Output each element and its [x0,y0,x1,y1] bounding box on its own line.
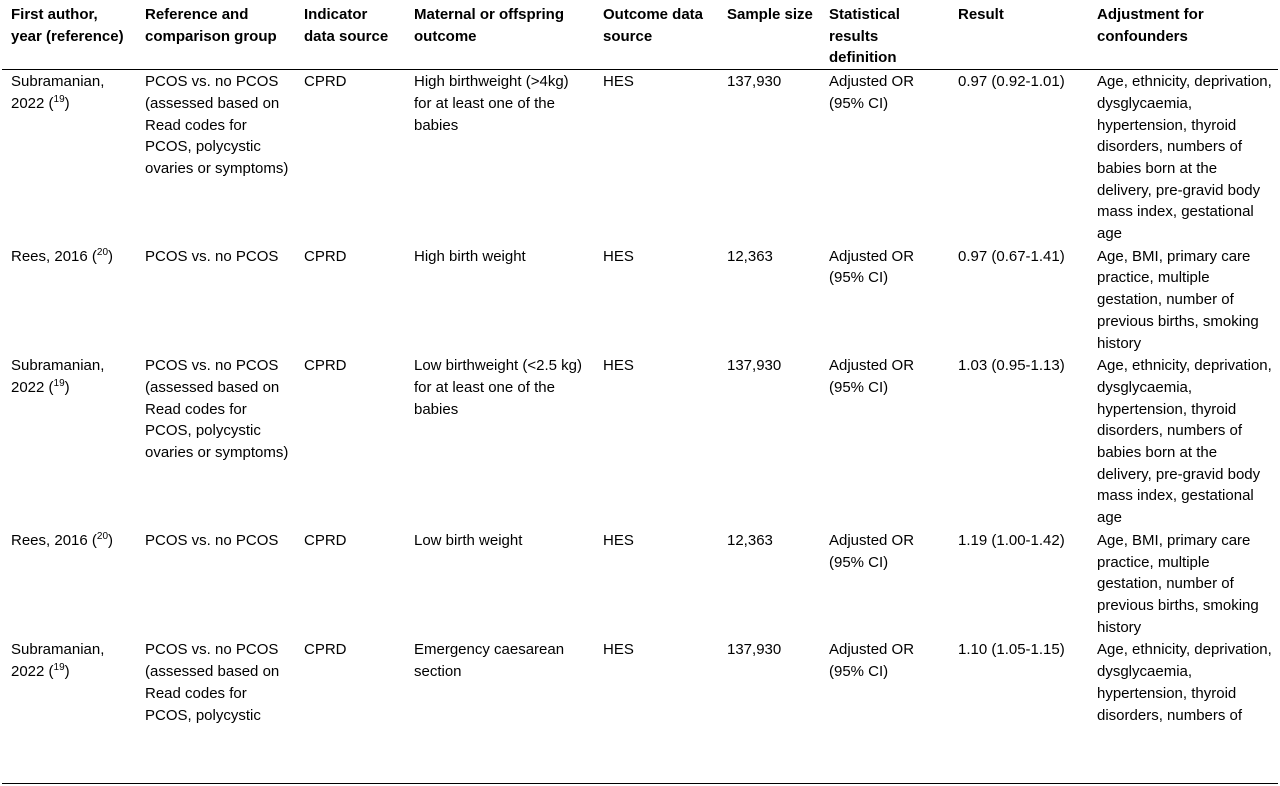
stat-cell: Adjusted OR (95% CI) [829,531,915,571]
author-cell: Rees, 2016 ($^{20}$) [11,246,114,265]
outcome-source-cell: HES [603,641,634,659]
author-text: Subramanian, 2022 [11,73,105,112]
table-row [2,529,1278,639]
header-row [2,2,1278,70]
sample-cell: 12,363 [727,531,773,549]
outcome-source-cell: HES [603,73,634,91]
stat-cell: Adjusted OR (95% CI) [829,247,915,287]
adjustment-cell: Age, ethnicity, deprivation, dysglycaemia, hypertension, thyroid disorders, numbers of babies born at the delivery, pre-gravid body mass index, gestational age [1097,357,1272,527]
reference-number: 20 [96,246,109,258]
group-cell: PCOS vs. no PCOS (assessed based on Read codes for PCOS, polycystic [145,641,280,724]
group-cell: PCOS vs. no PCOS (assessed based on Read codes for PCOS, polycystic ovaries or symptoms) [145,357,289,462]
sample-cell: 137,930 [727,73,782,91]
result-cell: 0.97 (0.92-1.01) [958,73,1065,91]
header-result: Result [958,6,1004,23]
adjustment-cell: Age, BMI, primary care practice, multiple gestation, number of previous births, smoking history [1097,531,1259,636]
header-reference-group: Reference and comparison group [145,6,277,45]
result-cell: 0.97 (0.67-1.41) [958,247,1065,265]
header-first-author: First author, year (reference) [11,6,124,45]
stat-cell: Adjusted OR (95% CI) [829,357,915,396]
table-row [2,354,1278,529]
header-outcome-source: Outcome data source [603,6,704,45]
result-cell: 1.10 (1.05-1.15) [958,641,1065,659]
author-text: Subramanian, 2022 [11,641,105,681]
author-cell: Subramanian, 2022 ($^{19}$) [11,641,105,681]
indicator-cell: CPRD [304,73,347,91]
indicator-cell: CPRD [304,641,347,659]
header-outcome: Maternal or offspring outcome [414,6,565,45]
table-row [2,70,1278,245]
outcome-source-cell: HES [603,531,634,549]
reference-number: 19 [53,377,65,389]
indicator-cell: CPRD [304,357,347,375]
stat-cell: Adjusted OR (95% CI) [829,73,915,112]
outcome-cell: Low birth weight [414,531,523,549]
header-adjustment: Adjustment for confounders [1097,6,1204,45]
table-row [2,245,1278,355]
stat-cell: Adjusted OR (95% CI) [829,641,915,681]
group-cell: PCOS vs. no PCOS (assessed based on Read codes for PCOS, polycystic ovaries or symptoms) [145,73,289,177]
author-text: Subramanian, 2022 [11,357,105,396]
outcome-cell: Low birthweight (<2.5 kg) for at least one of the babies [414,357,583,418]
results-table [2,2,1278,726]
header-indicator-source: Indicator data source [304,6,389,45]
adjustment-cell: Age, ethnicity, deprivation, dysglycaemia, hypertension, thyroid disorders, numbers of [1097,641,1272,724]
table-bottom-rule [2,783,1278,784]
author-text: Rees, 2016 [11,247,88,265]
indicator-cell: CPRD [304,531,347,549]
sample-cell: 137,930 [727,357,782,375]
outcome-cell: High birth weight [414,247,526,265]
sample-cell: 137,930 [727,641,782,659]
reference-number: 20 [96,530,109,542]
author-cell: Subramanian, 2022 ($^{19}$) [11,357,105,396]
outcome-cell: High birthweight (>4kg) for at least one of the babies [414,73,569,134]
adjustment-cell: Age, BMI, primary care practice, multiple gestation, number of previous births, smoking history [1097,247,1259,352]
outcome-source-cell: HES [603,247,634,265]
result-cell: 1.03 (0.95-1.13) [958,357,1065,375]
header-sample-size: Sample size [727,6,813,23]
author-text: Rees, 2016 [11,531,88,549]
header-statistical-definition: Statistical results definition [829,6,900,67]
sample-cell: 12,363 [727,247,773,265]
reference-number: 19 [53,662,65,674]
author-cell: Subramanian, 2022 ($^{19}$) [11,73,105,112]
group-cell: PCOS vs. no PCOS [145,247,279,265]
adjustment-cell: Age, ethnicity, deprivation, dysglycaemia, hypertension, thyroid disorders, numbers of babies born at the delivery, pre-gravid body mass index, gestational age [1097,73,1272,243]
reference-number: 19 [53,93,65,105]
author-cell: Rees, 2016 ($^{20}$) [11,530,114,549]
indicator-cell: CPRD [304,247,347,265]
table-row [2,638,1278,726]
result-cell: 1.19 (1.00-1.42) [958,531,1065,549]
group-cell: PCOS vs. no PCOS [145,531,279,549]
outcome-cell: Emergency caesarean section [414,641,565,681]
outcome-source-cell: HES [603,357,634,375]
